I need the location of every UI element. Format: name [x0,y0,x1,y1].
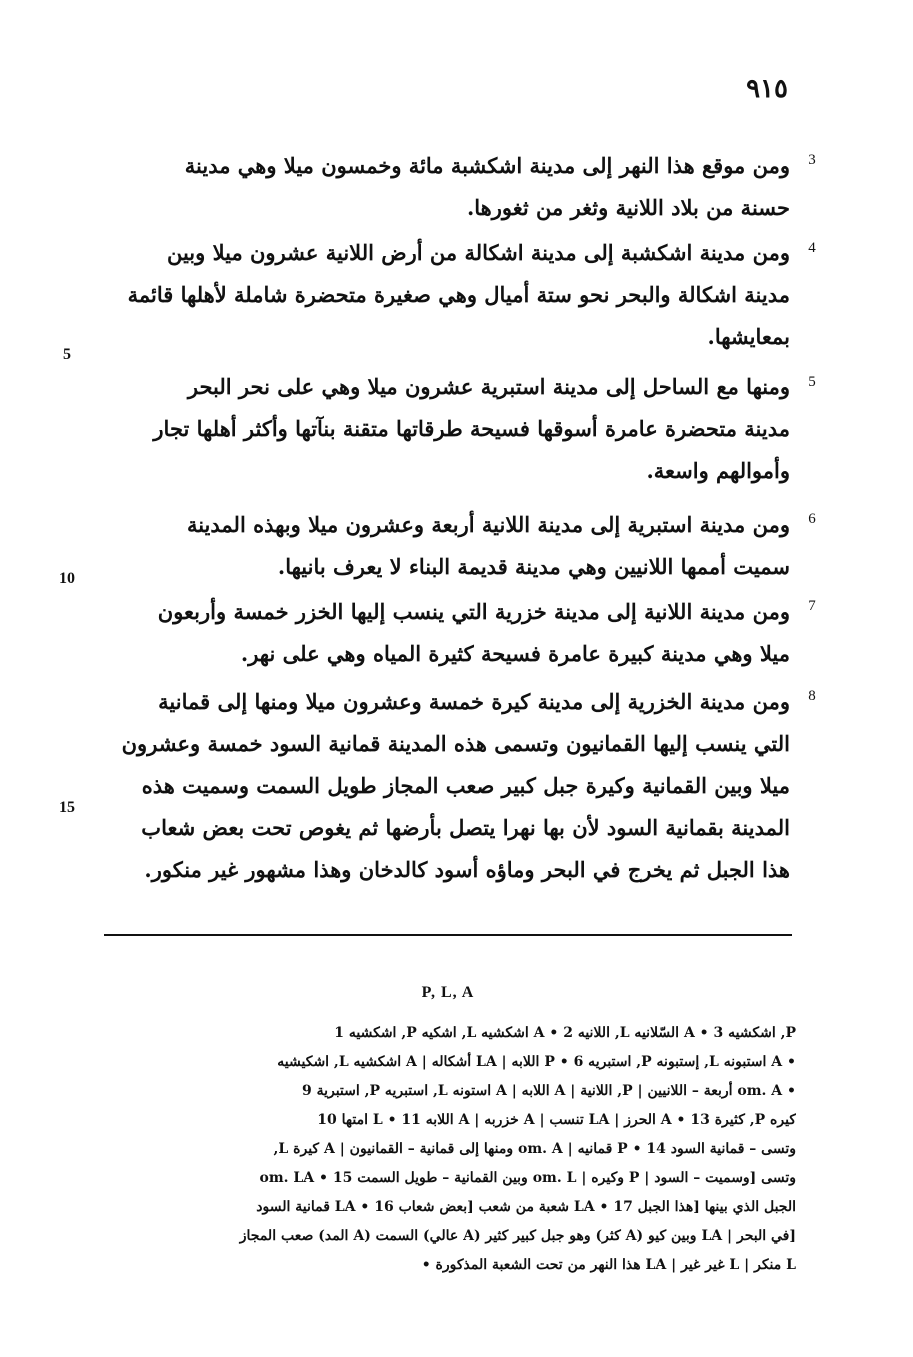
paragraph-number: 4 [808,240,816,256]
variant-line: • om. A أربعة – اللانيين | P, اللانية | A اللابه | A استونه L, استبريه P, استبرية 9 [301,1083,796,1099]
text-line: ميلا وبين القمانية وكيرة جبل كبير صعب المجاز طويل السمت وسميت هذه [141,773,790,798]
paragraph-number: 3 [808,152,816,168]
paragraph [96,504,790,588]
paragraph [96,591,790,675]
text-line: ومن مدينة استبرية إلى مدينة اللانية أربعة وعشرون ميلا وبهذه المدينة [186,512,790,537]
text-line: مدينة متحضرة عامرة أسوقها فسيحة طرقاتها متقنة بنآتها وأكثر أهلها تجار [153,416,790,441]
text-line: مدينة اشكالة والبحر نحو ستة أميال وهي صغيرة متحضرة شاملة لأهلها قائمة [127,282,790,307]
line-number-marker: 15 [59,799,75,816]
paragraph-number: 6 [808,511,816,527]
text-line: ومن موقع هذا النهر إلى مدينة اشكشبة مائة وخمسون ميلا وهي مدينة [184,153,790,178]
paragraph-number: 7 [808,598,816,614]
page-number: ٩١٥ [746,74,788,104]
variant-line: L منكر | L غير غير | LA هذا النهر من تحت الشعبة المذكورة • [421,1257,796,1273]
variant-line: P, اشكشيه 3 • A السّلانيه L, اللانيه 2 • A اشكشيه L, اشكيه P, اشكشيه 1 [334,1025,796,1041]
variant-line: كيره P, كثيرة 13 • A الحرز | LA تنسب | A خزربه | A اللابه 11 • L امتها 10 [317,1112,796,1128]
manuscript-sources: P, L, A [421,984,475,1001]
text-line: التي ينسب إليها القمانيون وتسمى هذه المدينة قمانية السود خمسة وعشرون [121,731,790,756]
variant-line: • A استبونه L, إستبونه P, استبريه 6 • P اللابه | LA أشكاله | A اشكشيه L, اشكيشيه [277,1054,796,1070]
paragraph [96,681,790,891]
text-line: ومن مدينة الخزرية إلى مدينة كيرة خمسة وعشرون ميلا ومنها إلى قمانية [158,689,790,714]
variant-line: وتسى [وسميت – السود | P وكيره | om. L وبين القمانية – طويل السمت 15 • om. LA [259,1170,796,1186]
text-line: ومن مدينة اللانية إلى مدينة خزرية التي ينسب إليها الخزر خمسة وأربعون [157,599,790,624]
paragraph-number: 5 [808,374,816,390]
variant-line: وتسى – قمانية السود 14 • P قمانيه | om. A ومنها إلى قمانية – القمانيون | A كيرة L, [273,1141,796,1157]
variant-line: الجبل الذي بينها [هذا الجبل 17 • LA شعبة من شعب [بعض شعاب 16 • LA قمانية السود [256,1199,796,1215]
paragraph [96,232,790,358]
text-line: ميلا وهي مدينة كبيرة عامرة فسيحة كثيرة المياه وهي على نهر. [240,641,790,666]
text-line: وأموالهم واسعة. [646,458,790,483]
text-line: بمعايشها. [707,324,790,349]
line-number-marker: 5 [63,346,71,363]
text-line: هذا الجبل ثم يخرج في البحر وماؤه أسود كالدخان وهذا مشهور غير منكور. [144,857,790,882]
text-line: المدينة بقمانية السود لأن بها نهرا يتصل بأرضها ثم يغوص تحت بعض شعاب [141,815,790,840]
text-line: ومنها مع الساحل إلى مدينة استبرية عشرون ميلا وهي على نحر البحر [187,374,790,399]
paragraph [96,366,790,492]
paragraph-number: 8 [808,688,816,704]
text-line: سميت أممها اللانيين وهي مدينة قديمة البناء لا يعرف بانيها. [277,554,790,579]
paragraph [96,145,790,229]
line-number-marker: 10 [59,570,75,587]
variant-line: [في البحر | LA وبين كيو (A كثر) وهو جبل كبير كثير (A عالي) السمت (A المد) صعب المجاز [239,1228,796,1244]
text-line: ومن مدينة اشكشبة إلى مدينة اشكالة من أرض اللانية عشرون ميلا وبين [166,240,790,265]
footnote-divider [104,934,792,936]
text-line: حسنة من بلاد اللانية وثغر من ثغورها. [466,195,790,220]
